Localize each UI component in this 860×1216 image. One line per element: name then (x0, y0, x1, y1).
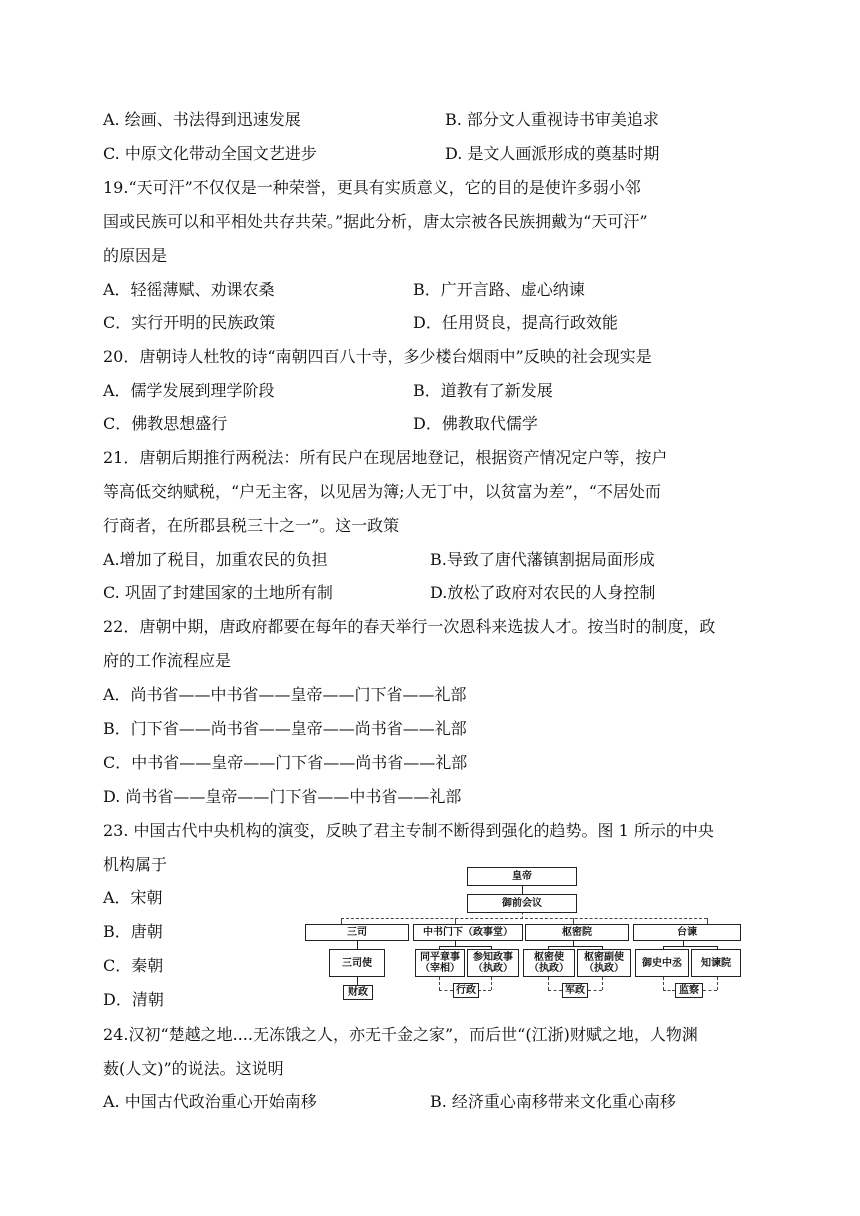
q19-option-d: D．任用贤良，提高行政效能 (413, 313, 618, 332)
connector (588, 990, 602, 991)
junzheng-label: 军政 (562, 983, 588, 998)
q19-stem-line2: 国或民族可以和平相处共存共荣。”据此分析，唐太宗被各民族拥戴为“天可汗” (103, 212, 648, 231)
q23-option-d: D．清朝 (103, 990, 164, 1009)
q19-option-a: A．轻徭薄赋、劝课农桑 (103, 280, 275, 299)
q21-stem-line3: 行商者，在所郡县税三十之一”。这一政策 (103, 516, 400, 535)
shumifushi-note: （执政） (584, 963, 624, 974)
q20-option-c: C．佛教思想盛行 (103, 414, 228, 433)
q23-option-b: B．唐朝 (103, 922, 163, 941)
connector (439, 990, 453, 991)
caizheng-label: 财政 (343, 985, 373, 1000)
connector (548, 990, 562, 991)
connector (602, 977, 603, 990)
q20-option-b: B．道教有了新发展 (413, 381, 553, 400)
connector (663, 977, 664, 990)
shumiyuan-box: 枢密院 (525, 924, 629, 941)
q24-stem-line2: 薮(人文)”的说法。这说明 (103, 1059, 284, 1078)
q18-option-a: A. 绘画、书法得到迅速发展 (103, 110, 301, 129)
tongping-title: 同平章事 (420, 952, 460, 963)
q20-option-a: A．儒学发展到理学阶段 (103, 381, 275, 400)
q20-stem-line1: 20．唐朝诗人杜牧的诗“南朝四百八十寺，多少楼台烟雨中”反映的社会现实是 (103, 347, 652, 366)
q22-option-c: C．中书省——皇帝——门下省——尚书省——礼部 (103, 753, 468, 772)
q23-stem-line1: 23. 中国古代中央机构的演变，反映了君主专制不断得到强化的趋势。图 1 所示的中央 (103, 821, 714, 840)
yushi-zhongcheng-box: 御史中丞 (635, 949, 689, 977)
shumifushi-box (577, 949, 631, 977)
q22-option-a: A．尚书省——中书省——皇帝——门下省——礼部 (103, 685, 467, 704)
connector (357, 977, 358, 985)
q19-stem-line1: 19.“天可汗”不仅仅是一种荣誉，更具有实质意义，它的目的是使许多弱小邻 (103, 178, 641, 197)
q21-option-d: D.放松了政府对农民的人身控制 (430, 583, 656, 602)
canzhi-zhengshi-box (467, 949, 519, 977)
sansi-box: 三司 (305, 924, 409, 941)
jiancha-label: 监察 (675, 983, 703, 998)
q21-stem-line1: 21．唐朝后期推行两税法：所有民户在现居地登记，根据资产情况定户等，按户 (103, 448, 668, 467)
q19-stem-line3: 的原因是 (103, 246, 168, 265)
q19-option-c: C．实行开明的民族政策 (103, 313, 276, 332)
connector (341, 918, 707, 919)
connector (703, 990, 717, 991)
xingzheng-label: 行政 (453, 983, 479, 998)
central-organs-diagram (303, 865, 743, 1005)
canzhi-title: 参知政事 (473, 952, 513, 963)
emperor-box: 皇帝 (467, 867, 577, 886)
connector (548, 946, 602, 947)
q24-stem-line1: 24.汉初“楚越之地....无冻饿之人，亦无千金之家”，而后世“(江浙)财赋之地，人物渊 (103, 1025, 698, 1044)
zhijianyuan-box: 知谏院 (691, 949, 741, 977)
q23-option-c: C．秦朝 (103, 956, 164, 975)
q22-option-d: D. 尚书省——皇帝——门下省——中书省——礼部 (103, 787, 462, 806)
shumifushi-title: 枢密副使 (584, 952, 624, 963)
connector (491, 977, 492, 990)
q21-option-c: C. 巩固了封建国家的土地所有制 (103, 583, 333, 602)
zhongshu-menxia-box: 中书门下（政事堂） (413, 924, 523, 941)
q21-option-b: B.导致了唐代藩镇割据局面形成 (430, 550, 655, 569)
connector (548, 977, 549, 990)
connector (717, 977, 718, 990)
shumishi-title: 枢密使 (534, 952, 564, 963)
tongping-note: （宰相） (420, 963, 460, 974)
q20-option-d: D．佛教取代儒学 (413, 414, 538, 433)
connector (663, 946, 717, 947)
q24-option-b: B. 经济重心南移带来文化重心南移 (430, 1092, 676, 1111)
shumishi-box (523, 949, 575, 977)
connector (439, 946, 491, 947)
connector (478, 990, 491, 991)
q19-option-b: B．广开言路、虚心纳谏 (413, 280, 585, 299)
q21-stem-line2: 等高低交纳赋税，“户无主客，以见居为簿;人无丁中，以贫富为差”，“不居处而 (103, 482, 661, 501)
q24-option-a: A. 中国古代政治重心开始南移 (103, 1092, 317, 1111)
q21-option-a: A.增加了税目，加重农民的负担 (103, 550, 328, 569)
canzhi-note: （执政） (473, 963, 513, 974)
q22-stem-line1: 22．唐朝中期，唐政府都要在每年的春天举行一次恩科来选拔人才。按当时的制度，政 (103, 617, 716, 636)
q22-stem-line2: 府的工作流程应是 (103, 651, 232, 670)
q23-stem-line2: 机构属于 (103, 855, 168, 874)
council-box: 御前会议 (467, 894, 577, 913)
sansishi-box: 三司使 (329, 949, 385, 977)
q18-option-d: D. 是文人画派形成的奠基时期 (445, 144, 660, 163)
connector (439, 977, 440, 990)
q18-option-c: C. 中原文化带动全国文艺进步 (103, 144, 317, 163)
q23-option-a: A．宋朝 (103, 888, 163, 907)
connector (357, 941, 358, 949)
q22-option-b: B．门下省——尚书省——皇帝——尚书省——礼部 (103, 719, 467, 738)
connector (663, 990, 675, 991)
tongping-zhangshi-box (415, 949, 465, 977)
q18-option-b: B. 部分文人重视诗书审美追求 (445, 110, 659, 129)
taijian-box: 台谏 (633, 924, 741, 941)
shumishi-note: （执政） (529, 963, 569, 974)
